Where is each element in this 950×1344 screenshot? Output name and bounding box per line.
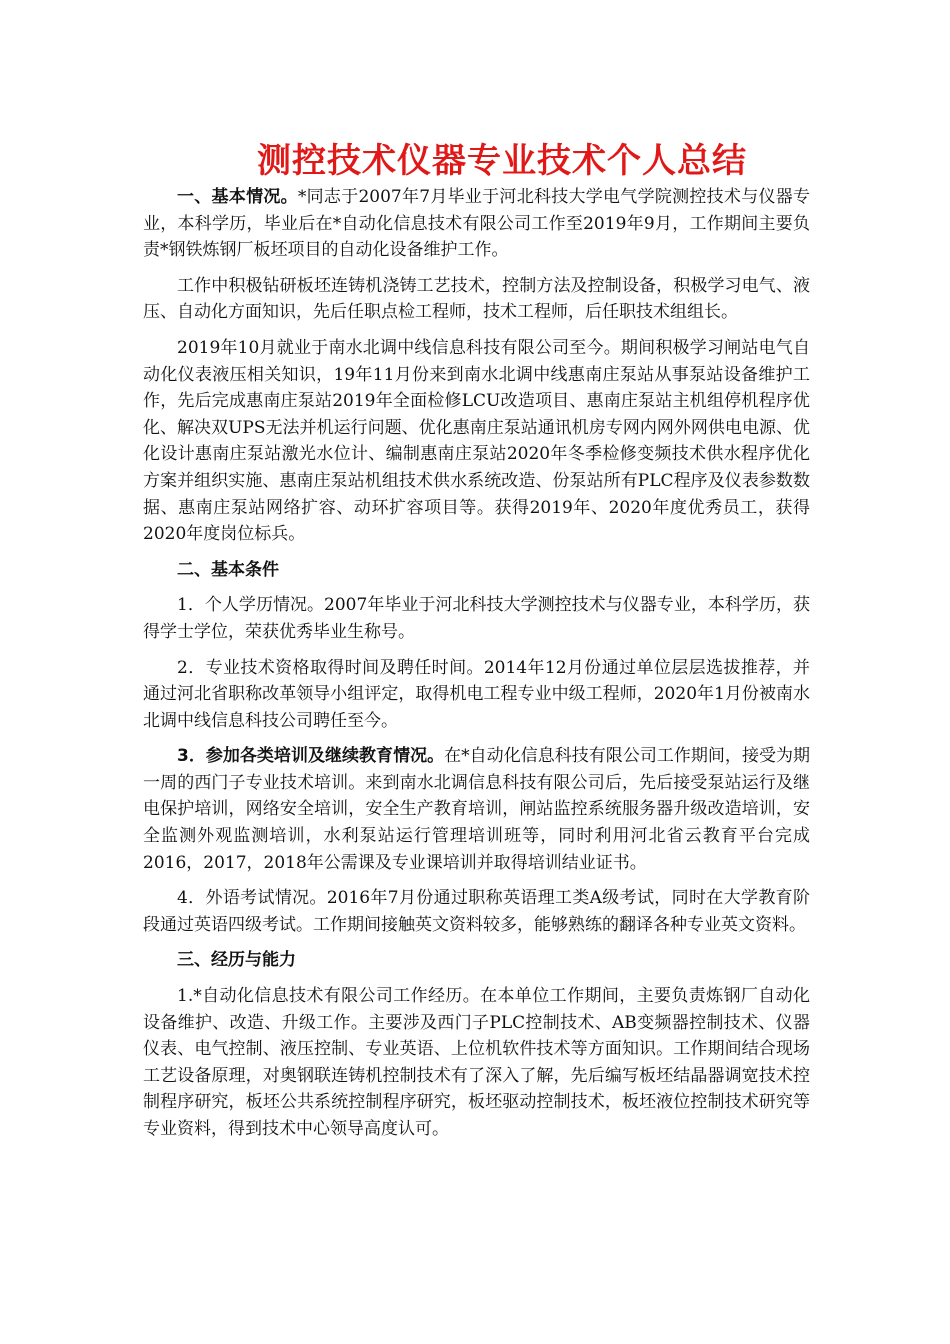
section-3-heading: 三、经历与能力 bbox=[177, 950, 296, 971]
section-1-paragraph-3: 2019年10月就业于南水北调中线信息科技有限公司至今。期间积极学习闸站电气自动化仪表液压相关知识，19年11月份来到南水北调中线惠南庄泵站从事泵站设备维护工作，先后完成惠南庄泵站2019年全面检修LCU改造项目、惠南庄泵站主机组停机程序优化、解决双UPS无法并机运行问题、优化惠南庄泵站通讯机房专网内网外网供电电源、优化设计惠南庄泵站激光水位计、编制惠南庄泵站2020年冬季检修变频技术供水程序优化方案并组织实施、惠南庄泵站机组技术供水系统改造、份泵站所有PLC程序及仪表参数数据、惠南庄泵站网络扩容、动环扩容项目等。获得2019年、2020年度优秀员工，获得2020年度岗位标兵。 bbox=[143, 337, 810, 545]
section-2-paragraph-3-lead: 3．参加各类培训及继续教育情况。 bbox=[177, 746, 445, 767]
document-body bbox=[143, 138, 810, 1143]
section-1-paragraph-2: 工作中积极钻研板坯连铸机浇铸工艺技术，控制方法及控制设备，积极学习电气、液压、自动化方面知识，先后任职点检工程师，技术工程师，后任职技术组组长。 bbox=[143, 275, 810, 323]
document-title: 测控技术仪器专业技术个人总结 bbox=[257, 141, 747, 181]
section-1-paragraph-1-text: *同志于2007年7月毕业于河北科技大学电气学院测控技术与仪器专业，本科学历，毕业后在*自动化信息技术有限公司工作至2019年9月，工作期间主要负责*钢铁炼钢厂板坯项目的自动化设备维护工作。 bbox=[143, 187, 810, 261]
section-2-paragraph-4: 4．外语考试情况。2016年7月份通过职称英语理工类A级考试，同时在大学教育阶段通过英语四级考试。工作期间接触英文资料较多，能够熟练的翻译各种专业英文资料。 bbox=[143, 888, 810, 935]
section-2-paragraph-1: 1．个人学历情况。2007年毕业于河北科技大学测控技术与仪器专业，本科学历，获得学士学位，荣获优秀毕业生称号。 bbox=[143, 595, 810, 642]
section-3-paragraph-1: 1.*自动化信息技术有限公司工作经历。在本单位工作期间，主要负责炼钢厂自动化设备维护、改造、升级工作。主要涉及西门子PLC控制技术、AB变频器控制技术、仪器仪表、电气控制、液压控制、专业英语、上位机软件技术等方面知识。工作期间结合现场工艺设备原理，对奥钢联连铸机控制技术有了深入了解，先后编写板坯结晶器调宽技术控制程序研究，板坯公共系统控制程序研究，板坯驱动控制技术，板坯液位控制技术研究等专业资料，得到技术中心领导高度认可。 bbox=[143, 986, 810, 1139]
section-1-lead: 一、基本情况。 bbox=[177, 187, 298, 207]
section-2-paragraph-3 bbox=[143, 743, 810, 876]
section-2-paragraph-2: 2．专业技术资格取得时间及聘任时间。2014年12月份通过单位层层选拔推荐，并通过河北省职称改革领导小组评定，取得机电工程专业中级工程师，2020年1月份被南水北调中线信息科技公司聘任至今。 bbox=[143, 657, 810, 731]
section-2-heading: 二、基本条件 bbox=[177, 559, 279, 580]
section-1-paragraph-1 bbox=[143, 184, 810, 264]
section-2-paragraph-3-text: 在*自动化信息科技有限公司工作期间，接受为期一周的西门子专业技术培训。来到南水北调信息科技有限公司后，先后接受泵站运行及继电保护培训，网络安全培训，安全生产教育培训，闸站监控系统服务器升级改造培训，安全监测外观监测培训，水利泵站运行管理培训班等，同时利用河北省云教育平台完成2016，2017，2018年公需课及专业课培训并取得培训结业证书。 bbox=[143, 746, 811, 873]
